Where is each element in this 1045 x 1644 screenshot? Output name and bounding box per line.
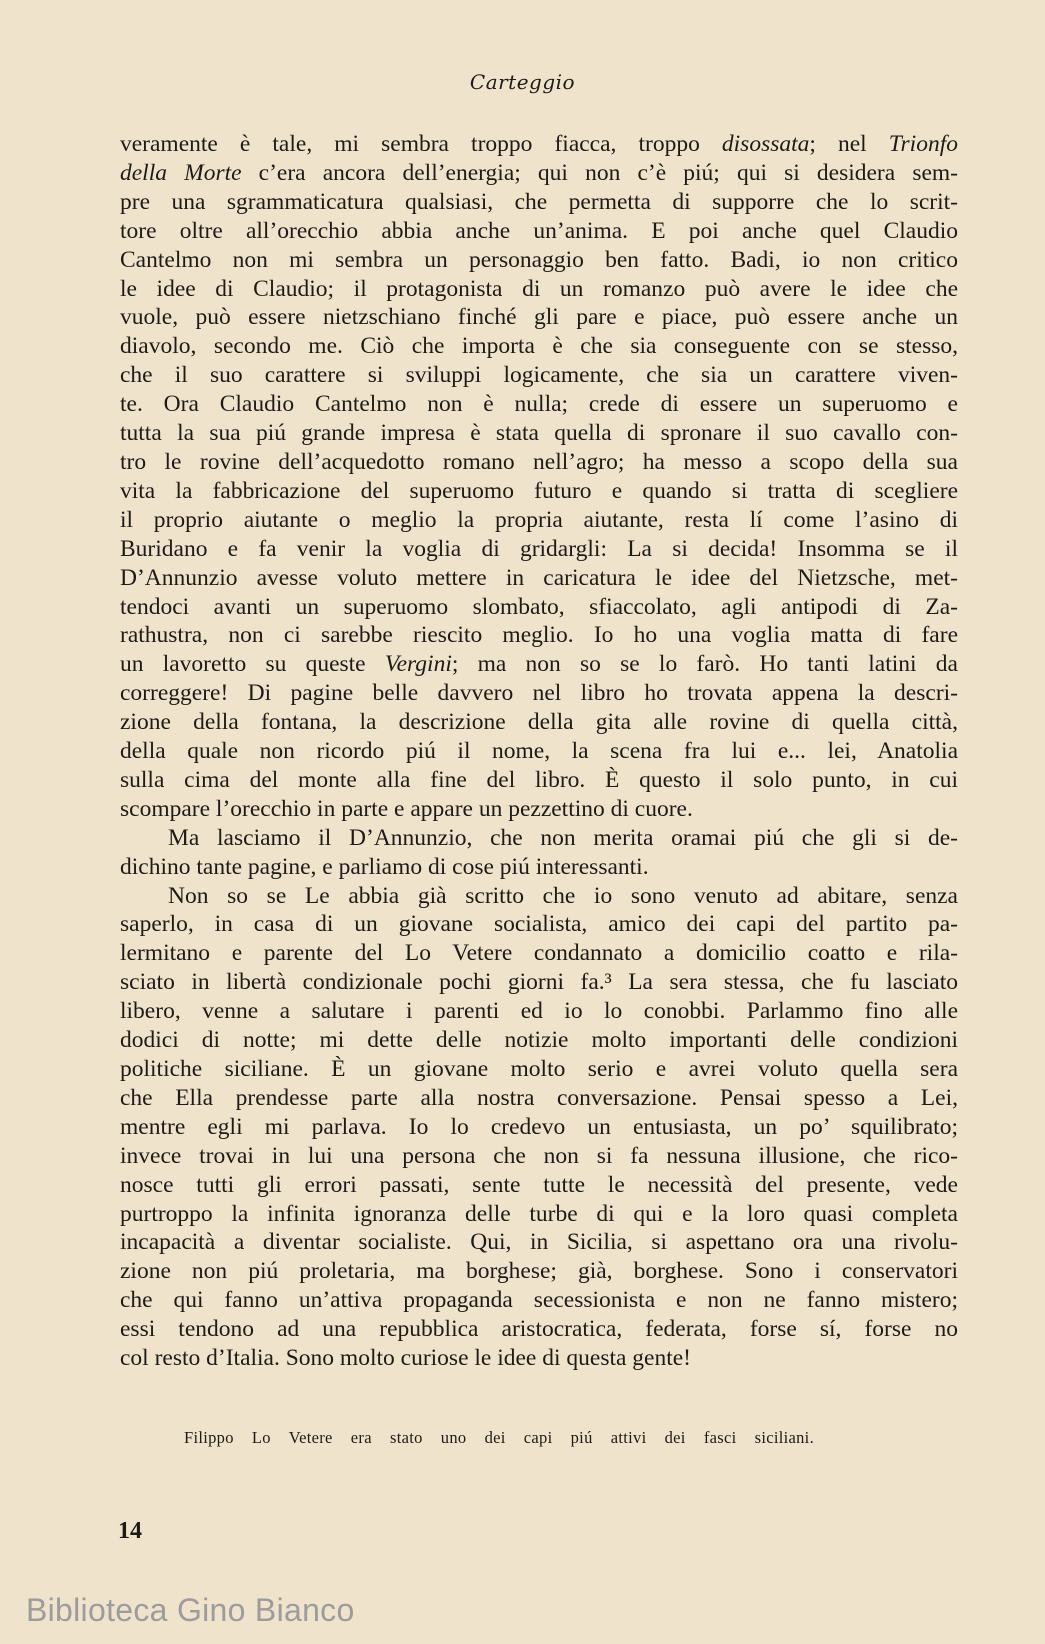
- text-line: [120, 1026, 958, 1055]
- text-line: [120, 506, 958, 535]
- text-segment: diavolo, secondo me. Ciò che importa è che sia conseguente con se stesso,: [120, 333, 958, 360]
- text-line: [120, 766, 958, 795]
- text-line: [120, 303, 958, 332]
- text-line: [120, 910, 958, 939]
- text-segment: nosce tutti gli errori passati, sente tutte le necessità del presente, vede: [120, 1171, 958, 1198]
- text-segment: correggere! Di pagine belle davvero nel libro ho trovata appena la descri-: [120, 680, 958, 707]
- text-line: [120, 361, 958, 390]
- text-segment: saperlo, in casa di un giovane socialista, amico dei capi del partito pa-: [120, 911, 958, 938]
- text-segment: che qui fanno un’attiva propaganda secessionista e non ne fanno mistero;: [120, 1287, 958, 1314]
- library-watermark: Biblioteca Gino Bianco: [26, 1592, 355, 1628]
- text-line: [120, 217, 958, 246]
- text-segment: Ma lasciamo il D’Annunzio, che non merita oramai piú che gli si de-: [168, 824, 958, 851]
- text-line: [120, 1228, 958, 1257]
- text-line: [120, 564, 958, 593]
- italic-title: disossata: [721, 131, 810, 157]
- text-segment: purtroppo la infinita ignoranza delle turbe di qui e la loro quasi completa: [120, 1200, 958, 1227]
- text-line: [120, 737, 958, 766]
- text-line: [120, 448, 958, 477]
- text-line: [120, 159, 958, 188]
- text-segment: Buridano e fa venir la voglia di gridargli: La si decida! Insomma se il: [120, 535, 958, 562]
- text-segment: mentre egli mi parlava. Io lo credevo un entusiasta, un po’ squilibrato;: [120, 1113, 958, 1140]
- text-line: [120, 621, 958, 650]
- letter-body: [120, 130, 958, 1373]
- text-line: [120, 1084, 958, 1113]
- text-segment: sulla cima del monte alla fine del libro. È questo il solo punto, in cui: [120, 766, 958, 793]
- text-line: [120, 853, 958, 882]
- paragraph-2: [120, 824, 958, 882]
- text-line: [120, 477, 958, 506]
- text-line: [120, 1142, 958, 1171]
- text-line: [120, 1171, 958, 1200]
- text-segment: pre una sgrammaticatura qualsiasi, che permetta di supporre che lo scrit-: [120, 188, 958, 215]
- text-line: [120, 188, 958, 217]
- text-line: [120, 1200, 958, 1229]
- text-segment: tendoci avanti un superuomo slombato, sfiaccolato, agli antipodi di Za-: [120, 593, 958, 620]
- text-line: [120, 1055, 958, 1084]
- text-line: [120, 1344, 958, 1373]
- text-segment: vita la fabbricazione del superuomo futuro e quando si tratta di scegliere: [120, 477, 958, 504]
- text-segment: invece trovai in lui una persona che non si fa nessuna illusione, che rico-: [120, 1142, 958, 1169]
- text-segment: Cantelmo non mi sembra un personaggio ben fatto. Badi, io non critico: [120, 246, 958, 273]
- text-line: [120, 535, 958, 564]
- text-line: [120, 130, 958, 159]
- italic-title: Vergini: [384, 651, 452, 678]
- text-line: [120, 939, 958, 968]
- page-number: 14: [118, 1518, 142, 1544]
- text-segment: veramente è tale, mi sembra troppo fiacca, troppo: [120, 131, 722, 157]
- text-line: [120, 708, 958, 737]
- text-line: [120, 390, 958, 419]
- text-segment: c’era ancora dell’energia; qui non c’è piú; qui si desidera sem-: [241, 159, 958, 186]
- text-segment: ; nel: [809, 131, 889, 157]
- text-line: [120, 332, 958, 361]
- text-segment: zione non piú proletaria, ma borghese; già, borghese. Sono i conservatori: [120, 1258, 958, 1285]
- text-segment: lermitano e parente del Lo Vetere condannato a domicilio coatto e rila-: [120, 940, 958, 967]
- text-line: [120, 1286, 958, 1315]
- text-segment: scompare l’orecchio in parte e appare un pezzettino di cuore.: [120, 795, 693, 822]
- text-segment: essi tendono ad una repubblica aristocratica, federata, forse sí, forse no: [120, 1316, 958, 1343]
- text-segment: incapacità a diventar socialiste. Qui, in Sicilia, si aspettano ora una rivolu-: [120, 1229, 958, 1256]
- text-line: [120, 997, 958, 1026]
- text-segment: che Ella prendesse parte alla nostra conversazione. Pensai spesso a Lei,: [120, 1084, 958, 1111]
- paragraph-1: [120, 130, 958, 824]
- footnote: Filippo Lo Vetere era stato uno dei capi piú attivi dei fasci siciliani.: [184, 1428, 814, 1447]
- text-segment: tutta la sua piú grande impresa è stata quella di spronare il suo cavallo con-: [120, 420, 958, 447]
- text-line: [120, 1315, 958, 1344]
- text-line: [120, 593, 958, 622]
- text-segment: un lavoretto su queste: [120, 651, 385, 678]
- italic-title: Trionfo: [888, 131, 958, 157]
- text-line: [120, 882, 958, 911]
- text-segment: zione della fontana, la descrizione della gita alle rovine di quella città,: [120, 709, 958, 736]
- text-segment: tro le rovine dell’acquedotto romano nell’agro; ha messo a scopo della sua: [120, 448, 958, 475]
- text-segment: politiche siciliane. È un giovane molto serio e avrei voluto quella sera: [120, 1056, 958, 1082]
- text-segment: tore oltre all’orecchio abbia anche un’anima. E poi anche quel Claudio: [120, 217, 958, 244]
- text-segment: dichino tante pagine, e parliamo di cose piú interessanti.: [120, 853, 649, 880]
- text-line: [120, 275, 958, 304]
- text-segment: dodici di notte; mi dette delle notizie molto importanti delle condizioni: [120, 1027, 958, 1054]
- text-segment: rathustra, non ci sarebbe riescito meglio. Io ho una voglia matta di fare: [120, 622, 958, 649]
- text-segment: Non so se Le abbia già scritto che io sono venuto ad abitare, senza: [168, 882, 958, 909]
- text-segment: della quale non ricordo piú il nome, la scena fra lui e... lei, Anatolia: [120, 738, 958, 765]
- text-line: [120, 650, 958, 679]
- text-segment: D’Annunzio avesse voluto mettere in caricatura le idee del Nietzsche, met-: [120, 564, 958, 591]
- text-line: [120, 1257, 958, 1286]
- text-segment: che il suo carattere si sviluppi logicamente, che sia un carattere viven-: [120, 362, 958, 389]
- text-segment: te. Ora Claudio Cantelmo non è nulla; crede di essere un superuomo e: [120, 391, 958, 418]
- text-segment: ; ma non so se lo farò. Ho tanti latini da: [451, 651, 958, 678]
- text-segment: vuole, può essere nietzschiano finché gli pare e piace, può essere anche un: [120, 304, 958, 331]
- text-line: [120, 968, 958, 997]
- running-header: Carteggio: [469, 70, 576, 94]
- text-line: [120, 795, 958, 824]
- text-line: [120, 419, 958, 448]
- text-segment: sciato in libertà condizionale pochi giorni fa.³ La sera stessa, che fu lasciato: [120, 969, 958, 996]
- text-segment: col resto d’Italia. Sono molto curiose le idee di questa gente!: [120, 1345, 692, 1372]
- text-line: [120, 246, 958, 275]
- text-segment: libero, venne a salutare i parenti ed io lo conobbi. Parlammo fino alle: [120, 998, 958, 1025]
- text-segment: le idee di Claudio; il protagonista di un romanzo può avere le idee che: [120, 275, 958, 302]
- text-line: [120, 824, 958, 853]
- italic-title: della Morte: [120, 159, 242, 186]
- text-line: [120, 679, 958, 708]
- text-line: [120, 1113, 958, 1142]
- text-segment: il proprio aiutante o meglio la propria aiutante, resta lí come l’asino di: [120, 506, 958, 533]
- paragraph-3: [120, 882, 958, 1373]
